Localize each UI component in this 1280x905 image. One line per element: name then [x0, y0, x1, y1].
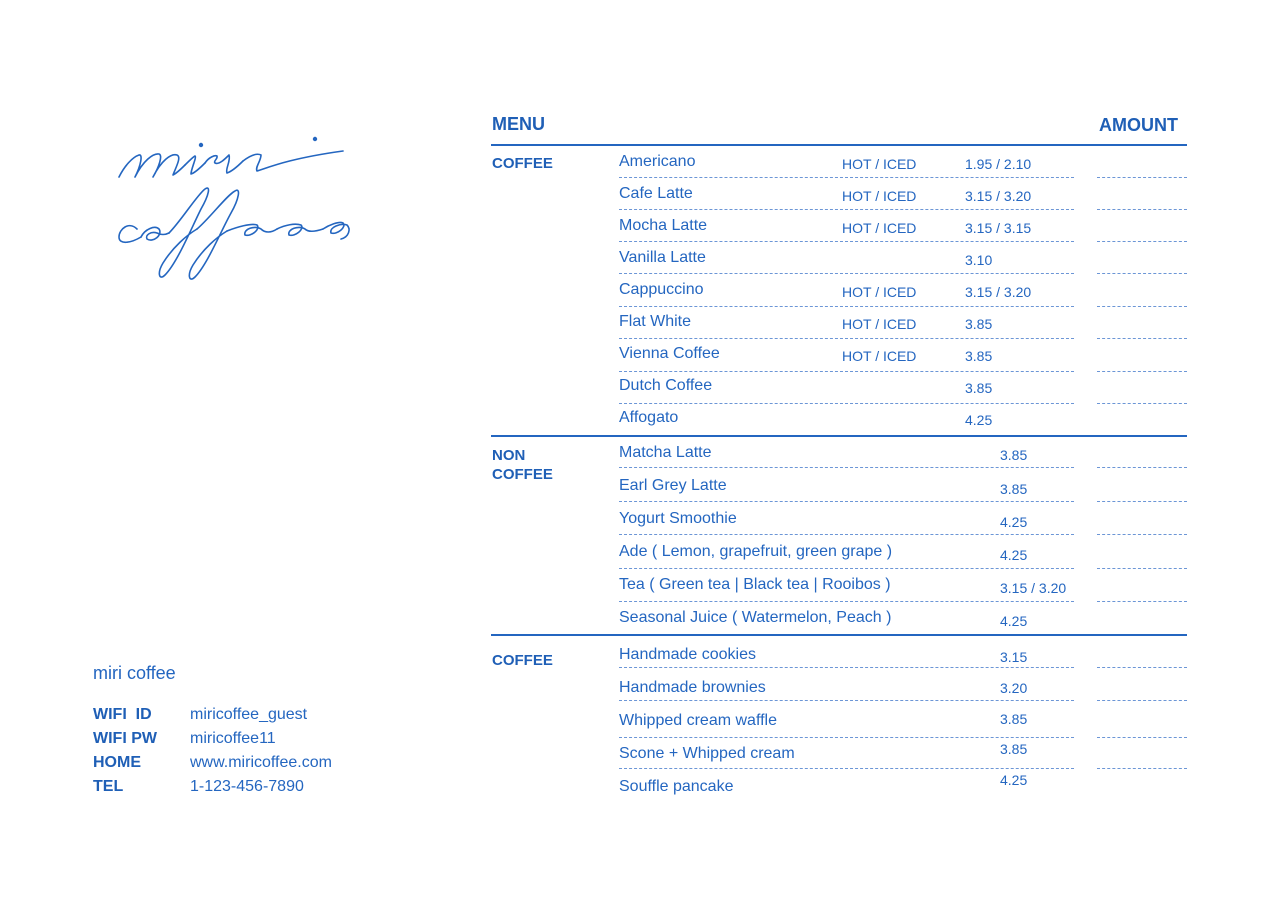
amount-field[interactable]	[1097, 700, 1187, 701]
menu-item: Affogato	[619, 409, 679, 426]
info-value[interactable]: www.miricoffee.com	[190, 754, 332, 771]
amount-field[interactable]	[1097, 737, 1187, 738]
amount-field[interactable]	[1097, 273, 1187, 274]
miri-coffee-script-logo	[105, 125, 375, 290]
menu-item-price: 3.85	[1000, 481, 1028, 497]
menu-item-price: 3.20	[1000, 680, 1028, 696]
menu-item-price: 4.25	[965, 412, 993, 428]
category-coffee-2: COFFEE	[492, 652, 553, 669]
menu-item-option: HOT / ICED	[842, 220, 917, 236]
menu-item-price: 1.95 / 2.10	[965, 156, 1032, 172]
info-key: TEL	[93, 778, 124, 795]
menu-item-option: HOT / ICED	[842, 348, 917, 364]
menu-item: Handmade brownies	[619, 679, 766, 696]
menu-item-price: 3.85	[965, 316, 993, 332]
item-divider	[619, 371, 1074, 372]
amount-field[interactable]	[1097, 403, 1187, 404]
menu-item-price: 4.25	[1000, 613, 1028, 629]
menu-item-price: 3.85	[1000, 447, 1028, 463]
menu-item: Earl Grey Latte	[619, 477, 727, 494]
category-non-coffee	[492, 446, 553, 484]
menu-item: Matcha Latte	[619, 444, 712, 461]
section-divider	[491, 634, 1187, 636]
item-divider	[619, 306, 1074, 307]
menu-item-price: 3.85	[965, 348, 993, 364]
menu-header: MENU	[492, 114, 545, 134]
menu-item: Vienna Coffee	[619, 345, 720, 362]
menu-item-option: HOT / ICED	[842, 156, 917, 172]
logo	[105, 125, 375, 290]
menu-item: Vanilla Latte	[619, 249, 706, 266]
amount-field[interactable]	[1097, 467, 1187, 468]
menu-item: Dutch Coffee	[619, 377, 713, 394]
menu-item-option: HOT / ICED	[842, 188, 917, 204]
item-divider	[619, 568, 1074, 569]
amount-field[interactable]	[1097, 241, 1187, 242]
menu-item-price: 4.25	[1000, 514, 1028, 530]
item-divider	[619, 737, 1074, 738]
amount-field[interactable]	[1097, 209, 1187, 210]
menu-item-option: HOT / ICED	[842, 284, 917, 300]
item-divider	[619, 209, 1074, 210]
menu-item: Cappuccino	[619, 281, 704, 298]
info-value: 1-123-456-7890	[190, 778, 304, 795]
menu-item: Scone + Whipped cream	[619, 745, 795, 762]
info-value: miricoffee11	[190, 730, 276, 747]
category-coffee: COFFEE	[492, 155, 553, 172]
info-value: miricoffee_guest	[190, 706, 308, 723]
item-divider	[619, 241, 1074, 242]
amount-field[interactable]	[1097, 177, 1187, 178]
amount-field[interactable]	[1097, 667, 1187, 668]
menu-item-price: 4.25	[1000, 772, 1028, 788]
amount-field[interactable]	[1097, 501, 1187, 502]
item-divider	[619, 273, 1074, 274]
menu-item-price: 3.10	[965, 252, 993, 268]
menu-item: Flat White	[619, 313, 692, 330]
item-divider	[619, 501, 1074, 502]
item-divider	[619, 601, 1074, 602]
menu-item-price: 4.25	[1000, 547, 1028, 563]
amount-field[interactable]	[1097, 338, 1187, 339]
menu-item: Souffle pancake	[619, 778, 734, 795]
menu-item: Ade ( Lemon, grapefruit, green grape )	[619, 543, 893, 560]
menu-item-price: 3.15 / 3.20	[965, 284, 1032, 300]
store-name: miri coffee	[93, 663, 176, 683]
menu-item: Handmade cookies	[619, 646, 756, 663]
category-line: COFFEE	[492, 466, 553, 483]
amount-field[interactable]	[1097, 371, 1187, 372]
item-divider	[619, 534, 1074, 535]
item-divider	[619, 403, 1074, 404]
item-divider	[619, 338, 1074, 339]
header-divider	[491, 144, 1187, 146]
item-divider	[619, 467, 1074, 468]
menu-item-price: 3.15 / 3.15	[965, 220, 1032, 236]
category-line: NON	[492, 447, 526, 464]
item-divider	[619, 177, 1074, 178]
info-key: HOME	[93, 754, 141, 771]
item-divider	[619, 700, 1074, 701]
section-divider	[491, 435, 1187, 437]
item-divider	[619, 667, 1074, 668]
menu-item-price: 3.15 / 3.20	[965, 188, 1032, 204]
menu-item: Tea ( Green tea | Black tea | Rooibos )	[619, 576, 891, 593]
amount-field[interactable]	[1097, 568, 1187, 569]
menu-item: Whipped cream waffle	[619, 712, 777, 729]
menu-item: Yogurt Smoothie	[619, 510, 737, 527]
amount-field[interactable]	[1097, 601, 1187, 602]
amount-field[interactable]	[1097, 306, 1187, 307]
menu-item-price: 3.15 / 3.20	[1000, 580, 1067, 596]
item-divider	[619, 768, 1074, 769]
menu-item-option: HOT / ICED	[842, 316, 917, 332]
amount-header: AMOUNT	[1099, 115, 1178, 135]
menu-item: Mocha Latte	[619, 217, 708, 234]
info-key: WIFI PW	[93, 730, 157, 747]
menu-item-price: 3.85	[965, 380, 993, 396]
menu-item: Americano	[619, 153, 696, 170]
menu-item-price: 3.15	[1000, 649, 1028, 665]
info-key: WIFI ID	[93, 706, 152, 723]
amount-field[interactable]	[1097, 768, 1187, 769]
menu-item: Seasonal Juice ( Watermelon, Peach )	[619, 609, 892, 626]
menu-item-price: 3.85	[1000, 741, 1028, 757]
menu-item: Cafe Latte	[619, 185, 693, 202]
menu-item-price: 3.85	[1000, 711, 1028, 727]
amount-field[interactable]	[1097, 534, 1187, 535]
